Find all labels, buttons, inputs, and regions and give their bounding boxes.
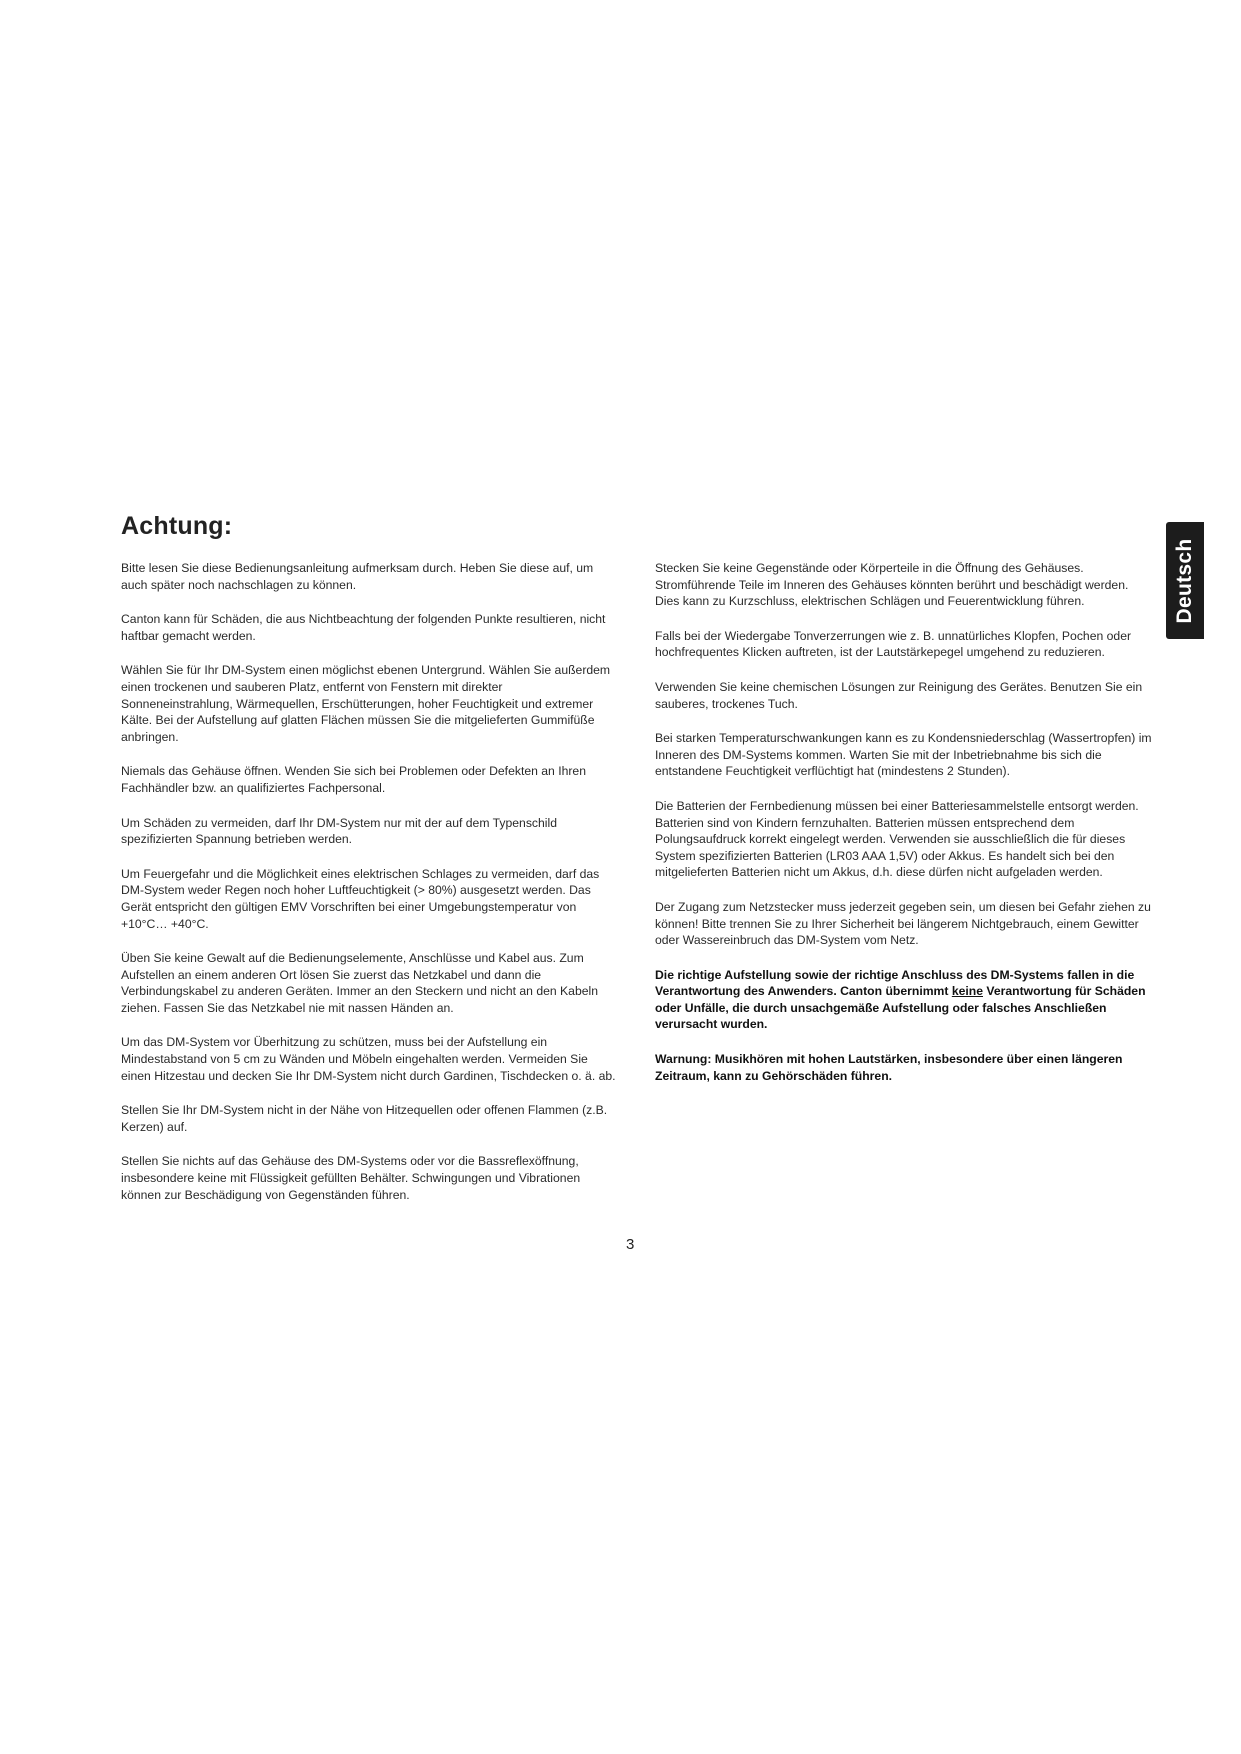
paragraph: Bitte lesen Sie diese Bedienungsanleitung aufmerksam durch. Heben Sie diese auf, um auch später noch nachschlagen zu können. xyxy=(121,561,594,592)
paragraph: Um Schäden zu vermeiden, darf Ihr DM-System nur mit der auf dem Typenschild spezifizierten Spannung betrieben werden. xyxy=(121,815,557,847)
paragraph: Die Batterien der Fernbedienung müssen bei einer Batteriesammelstelle entsorgt werden. Batterien sind von Kindern fernzuhalten. Batterien müssen entsprechend dem Polungsaufdruck korrekt eingelegt werden. Verwenden sie ausschließlich die für dieses System spezifizierten Batterien (LR03 AAA 1,5V) oder Akkus. Es handelt sich bei den mitgelieferten Batterien nicht um Akkus, d.h. diese dürfen nicht aufgeladen werden. xyxy=(655,798,1139,880)
responsibility-notice xyxy=(655,967,1155,1033)
paragraph: Stellen Sie Ihr DM-System nicht in der Nähe von Hitzequellen oder offenen Flammen (z.B. Kerzen) auf. xyxy=(121,1103,608,1134)
paragraph: Bei starken Temperaturschwankungen kann es zu Kondensniederschlag (Wassertropfen) im Inneren des DM-Systems kommen. Warten Sie mit der Inbetriebnahme bis sich die entstandene Feuchtigkeit verflüchtigt hat (mindestens 2 Stunden). xyxy=(655,731,1152,779)
paragraph: Falls bei der Wiedergabe Tonverzerrungen wie z. B. unnatürliches Klopfen, Pochen oder hochfrequentes Klicken auftreten, ist der Lautstärkepegel umgehend zu reduzieren. xyxy=(655,628,1132,660)
language-tab-label: Deutsch xyxy=(1173,538,1196,623)
paragraph: Stecken Sie keine Gegenstände oder Körperteile in die Öffnung des Gehäuses. Stromführende Teile im Inneren des Gehäuses könnten berührt und beschädigt werden. Dies kann zu Kurzschluss, elektrischen Schlägen und Feuerentwicklung führen. xyxy=(655,561,1129,609)
responsibility-text-1: Die richtige Aufstellung sowie der richtige Anschluss des DM-Systems fallen in die Verantwortung des Anwenders. Canton übernimmt xyxy=(655,967,1135,999)
right-column xyxy=(655,560,1155,1102)
language-tab xyxy=(1166,522,1204,639)
paragraph: Der Zugang zum Netzstecker muss jederzeit gegeben sein, um diesen bei Gefahr ziehen zu können! Bitte trennen Sie zu Ihrer Sicherheit bei längerem Nichtgebrauch, einem Gewitter oder Wassereinbruch das DM-System vom Netz. xyxy=(655,899,1151,948)
warning-notice: Warnung: Musikhören mit hohen Lautstärken, insbesondere über einen längeren Zeitraum, kann zu Gehörschäden führen. xyxy=(655,1052,1123,1083)
paragraph: Üben Sie keine Gewalt auf die Bedienungselemente, Anschlüsse und Kabel aus. Zum Aufstellen an einem anderen Ort lösen Sie zuerst das Netzkabel und dann die Verbindungskabel zu anderen Geräten. Immer an den Steckern und nicht an den Kabeln ziehen. Fassen Sie das Netzkabel nie mit nassen Händen an. xyxy=(121,951,598,1015)
paragraph: Verwenden Sie keine chemischen Lösungen zur Reinigung des Gerätes. Benutzen Sie ein sauberes, trockenes Tuch. xyxy=(655,679,1143,711)
paragraph: Um Feuergefahr und die Möglichkeit eines elektrischen Schlages zu vermeiden, darf das DM-System weder Regen noch hoher Luftfeuchtigkeit (> 80%) ausgesetzt werden. Das Gerät entspricht den gültigen EMV Vorschriften bei einer Umgebungstemperatur von +10°C… +40°C. xyxy=(121,866,600,931)
paragraph: Stellen Sie nichts auf das Gehäuse des DM-Systems oder vor die Bassreflexöffnung, insbesondere keine mit Flüssigkeit gefüllten Behälter. Schwingungen und Vibrationen können zur Beschädigung von Gegenständen führen. xyxy=(121,1154,581,1202)
responsibility-underlined: keine xyxy=(951,984,983,999)
paragraph: Wählen Sie für Ihr DM-System einen möglichst ebenen Untergrund. Wählen Sie außerdem einen trockenen und sauberen Platz, entfernt von Fenstern mit direkter Sonneneinstrahlung, Wärmequellen, Erschütterungen, hoher Feuchtigkeit und extremer Kälte. Bei der Aufstellung auf glatten Flächen müssen Sie die mitgelieferten Gummifüße anbringen. xyxy=(121,663,611,744)
page-number: 3 xyxy=(626,1236,635,1253)
page-title: Achtung: xyxy=(121,512,233,540)
left-column xyxy=(121,560,616,1221)
paragraph: Um das DM-System vor Überhitzung zu schützen, muss bei der Aufstellung ein Mindestabstand von 5 cm zu Wänden und Möbeln eingehalten werden. Vermeiden Sie einen Hitzestau und decken Sie Ihr DM-System nicht durch Gardinen, Tischdecken o. ä. ab. xyxy=(121,1035,616,1083)
paragraph: Canton kann für Schäden, die aus Nichtbeachtung der folgenden Punkte resultieren, nicht haftbar gemacht werden. xyxy=(121,612,606,643)
responsibility-text-2: Verantwortung für Schäden oder Unfälle, die durch unsachgemäße Aufstellung oder falsches Anschließen verursacht wurden. xyxy=(655,984,1146,1032)
paragraph: Niemals das Gehäuse öffnen. Wenden Sie sich bei Problemen oder Defekten an Ihren Fachhändler bzw. an qualifiziertes Fachpersonal. xyxy=(121,764,586,795)
